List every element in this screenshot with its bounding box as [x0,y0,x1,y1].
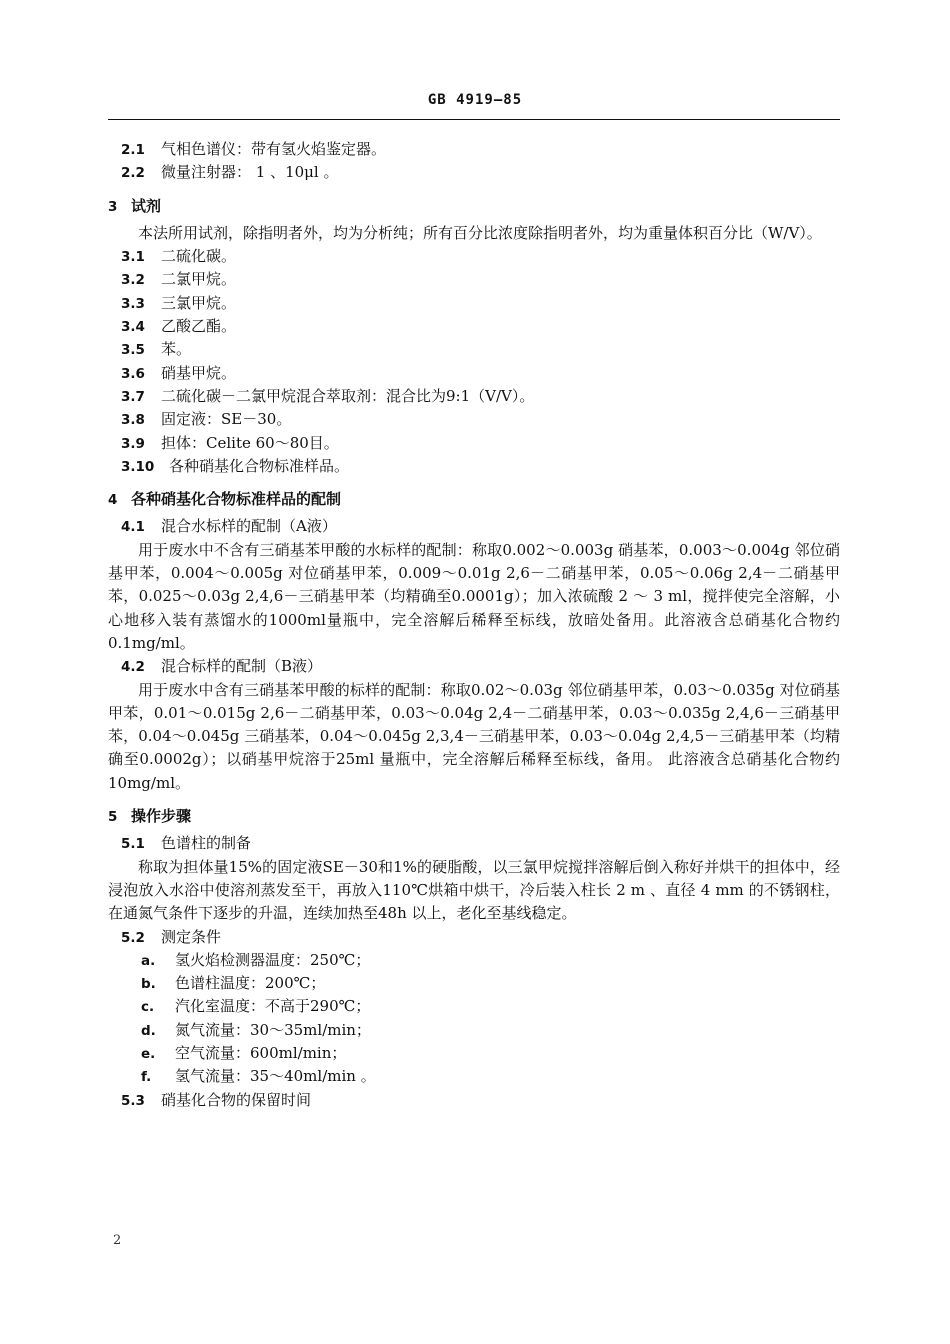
item-number: 3.5 [121,342,145,359]
item-text: 硝基甲烷。 [161,363,237,382]
section-title: 试剂 [131,196,162,215]
item-text: 二硫化碳－二氯甲烷混合萃取剂：混合比为9:1（V/V）。 [161,386,535,405]
item-3-1 [108,245,840,268]
item-number: 3.1 [121,249,145,266]
section-5-heading [108,805,840,828]
item-text: 二氯甲烷。 [161,270,237,289]
subsection-5-2-heading [108,926,840,949]
subsection-number: 5.1 [121,836,145,853]
subsection-5-1-heading [108,832,840,855]
item-number: 3.8 [121,412,145,429]
section-number: 5 [108,809,118,826]
condition-item-b [108,972,840,995]
item-3-6 [108,362,840,385]
subsection-5-1-text: 称取为担体量15%的固定液SE－30和1%的硬脂酸，以三氯甲烷搅拌溶解后倒入称好并烘干的担体中，经浸泡放入水浴中使溶剂蒸发至干，再放入110℃烘箱中烘干，冷后装入柱长 2 m 、直径 4 mm 的不锈钢柱，在通氮气条件下逐步的升温，连续加热至48h 以上，老化至基线稳定。 [108,857,840,923]
condition-item-c [108,995,840,1018]
item-3-10 [108,455,840,478]
subsection-4-1-text: 用于废水中不含有三硝基苯甲酸的水标样的配制：称取0.002～0.003g 硝基苯，0.003～0.004g 邻位硝基甲苯，0.004～0.005g 对位硝基甲苯，0.009～0.01g 2,6－二硝基甲苯，0.05～0.06g 2,4－二硝基甲苯，0.025～0.03g 2,4,6－三硝基甲苯（均精确至0.0001g）；加入浓硫酸 2 ～ 3 ml，搅拌使完全溶解，小心地移入装有蒸馏水的1000ml量瓶中，完全溶解后稀释至标线，放暗处备用。此溶液含总硝基化合物约0.1mg/ml。 [108,540,840,652]
subsection-number: 5.2 [121,929,145,946]
item-number: 3.6 [121,365,145,382]
condition-text: 色谱柱温度：200℃； [175,974,326,993]
item-number: 3.10 [121,458,155,475]
item-text: 微量注射器： 1 、10μl 。 [161,163,339,182]
item-number: 2.2 [121,165,145,182]
section-title: 各种硝基化合物标准样品的配制 [131,490,342,509]
document-header: GB 4919—85 [427,92,523,108]
item-text: 担体：Celite 60～80目。 [161,433,339,452]
section-3-intro: 本法所用试剂，除指明者外，均为分析纯；所有百分比浓度除指明者外，均为重量体积百分比（W/V）。 [138,223,822,242]
condition-text: 氢气流量：35～40ml/min 。 [175,1067,376,1086]
condition-text: 氢火焰检测器温度：250℃； [175,950,371,969]
condition-text: 空气流量：600ml/min； [175,1043,347,1062]
item-2-2 [108,161,840,184]
condition-letter: b. [141,976,156,993]
condition-letter: f. [141,1069,152,1086]
item-3-4 [108,315,840,338]
item-text: 二硫化碳。 [161,247,237,266]
item-2-1 [108,138,840,161]
condition-text: 汽化室温度：不高于290℃； [175,997,371,1016]
item-3-5 [108,338,840,361]
subsection-title: 混合水标样的配制（A液） [161,517,337,536]
subsection-number: 5.3 [121,1092,145,1109]
page-number: 2 [113,1233,122,1248]
subsection-number: 4.2 [121,659,145,676]
item-3-9 [108,432,840,455]
subsection-4-1-heading [108,515,840,538]
section-number: 4 [108,492,118,509]
subsection-number: 4.1 [121,519,145,536]
subsection-title: 混合标样的配制（B液） [161,657,323,676]
subsection-title: 测定条件 [161,927,222,946]
condition-item-f [108,1065,840,1088]
item-text: 气相色谱仪：带有氢火焰鉴定器。 [161,140,387,158]
item-text: 苯。 [161,340,192,359]
subsection-5-3-heading [108,1089,840,1112]
item-number: 3.4 [121,319,145,336]
page-content [108,138,840,1112]
item-number: 3.7 [121,388,145,405]
item-3-7 [108,385,840,408]
condition-letter: d. [141,1022,156,1039]
subsection-4-2-heading [108,655,840,678]
item-text: 乙酸乙酯。 [161,317,237,336]
item-text: 三氯甲烷。 [161,293,237,312]
section-title: 操作步骤 [131,807,192,826]
item-3-8 [108,408,840,431]
item-number: 3.3 [121,295,145,312]
item-text: 各种硝基化合物标准样品。 [169,456,350,475]
item-3-3 [108,292,840,315]
condition-item-d [108,1019,840,1042]
condition-letter: c. [141,999,155,1016]
section-4-heading [108,488,840,511]
header-rule [108,119,840,120]
subsection-title: 硝基化合物的保留时间 [161,1090,312,1109]
item-number: 3.9 [121,435,145,452]
condition-letter: e. [141,1045,156,1062]
item-3-2 [108,268,840,291]
condition-letter: a. [141,952,156,969]
condition-text: 氮气流量：30～35ml/min； [175,1020,371,1039]
section-3-heading [108,195,840,218]
item-text: 固定液：SE－30。 [161,410,292,429]
subsection-title: 色谱柱的制备 [161,834,252,853]
condition-item-a [108,949,840,972]
item-number: 2.1 [121,142,145,158]
item-number: 3.2 [121,272,145,289]
subsection-4-2-text: 用于废水中含有三硝基苯甲酸的标样的配制：称取0.02～0.03g 邻位硝基甲苯，0.03～0.035g 对位硝基甲苯，0.01～0.015g 2,6－二硝基甲苯，0.03～0.04g 2,4－二硝基甲苯，0.03～0.035g 2,4,6－三硝基甲苯，0.04～0.045g 三硝基苯，0.04～0.045g 2,3,4－三硝基甲苯，0.03～0.04g 2,4,5－三硝基甲苯（均精确至0.0002g）；以硝基甲烷溶于25ml 量瓶中，完全溶解后稀释至标线，备用。 此溶液含总硝基化合物约10mg/ml。 [108,680,840,792]
section-number: 3 [108,198,118,215]
condition-item-e [108,1042,840,1065]
